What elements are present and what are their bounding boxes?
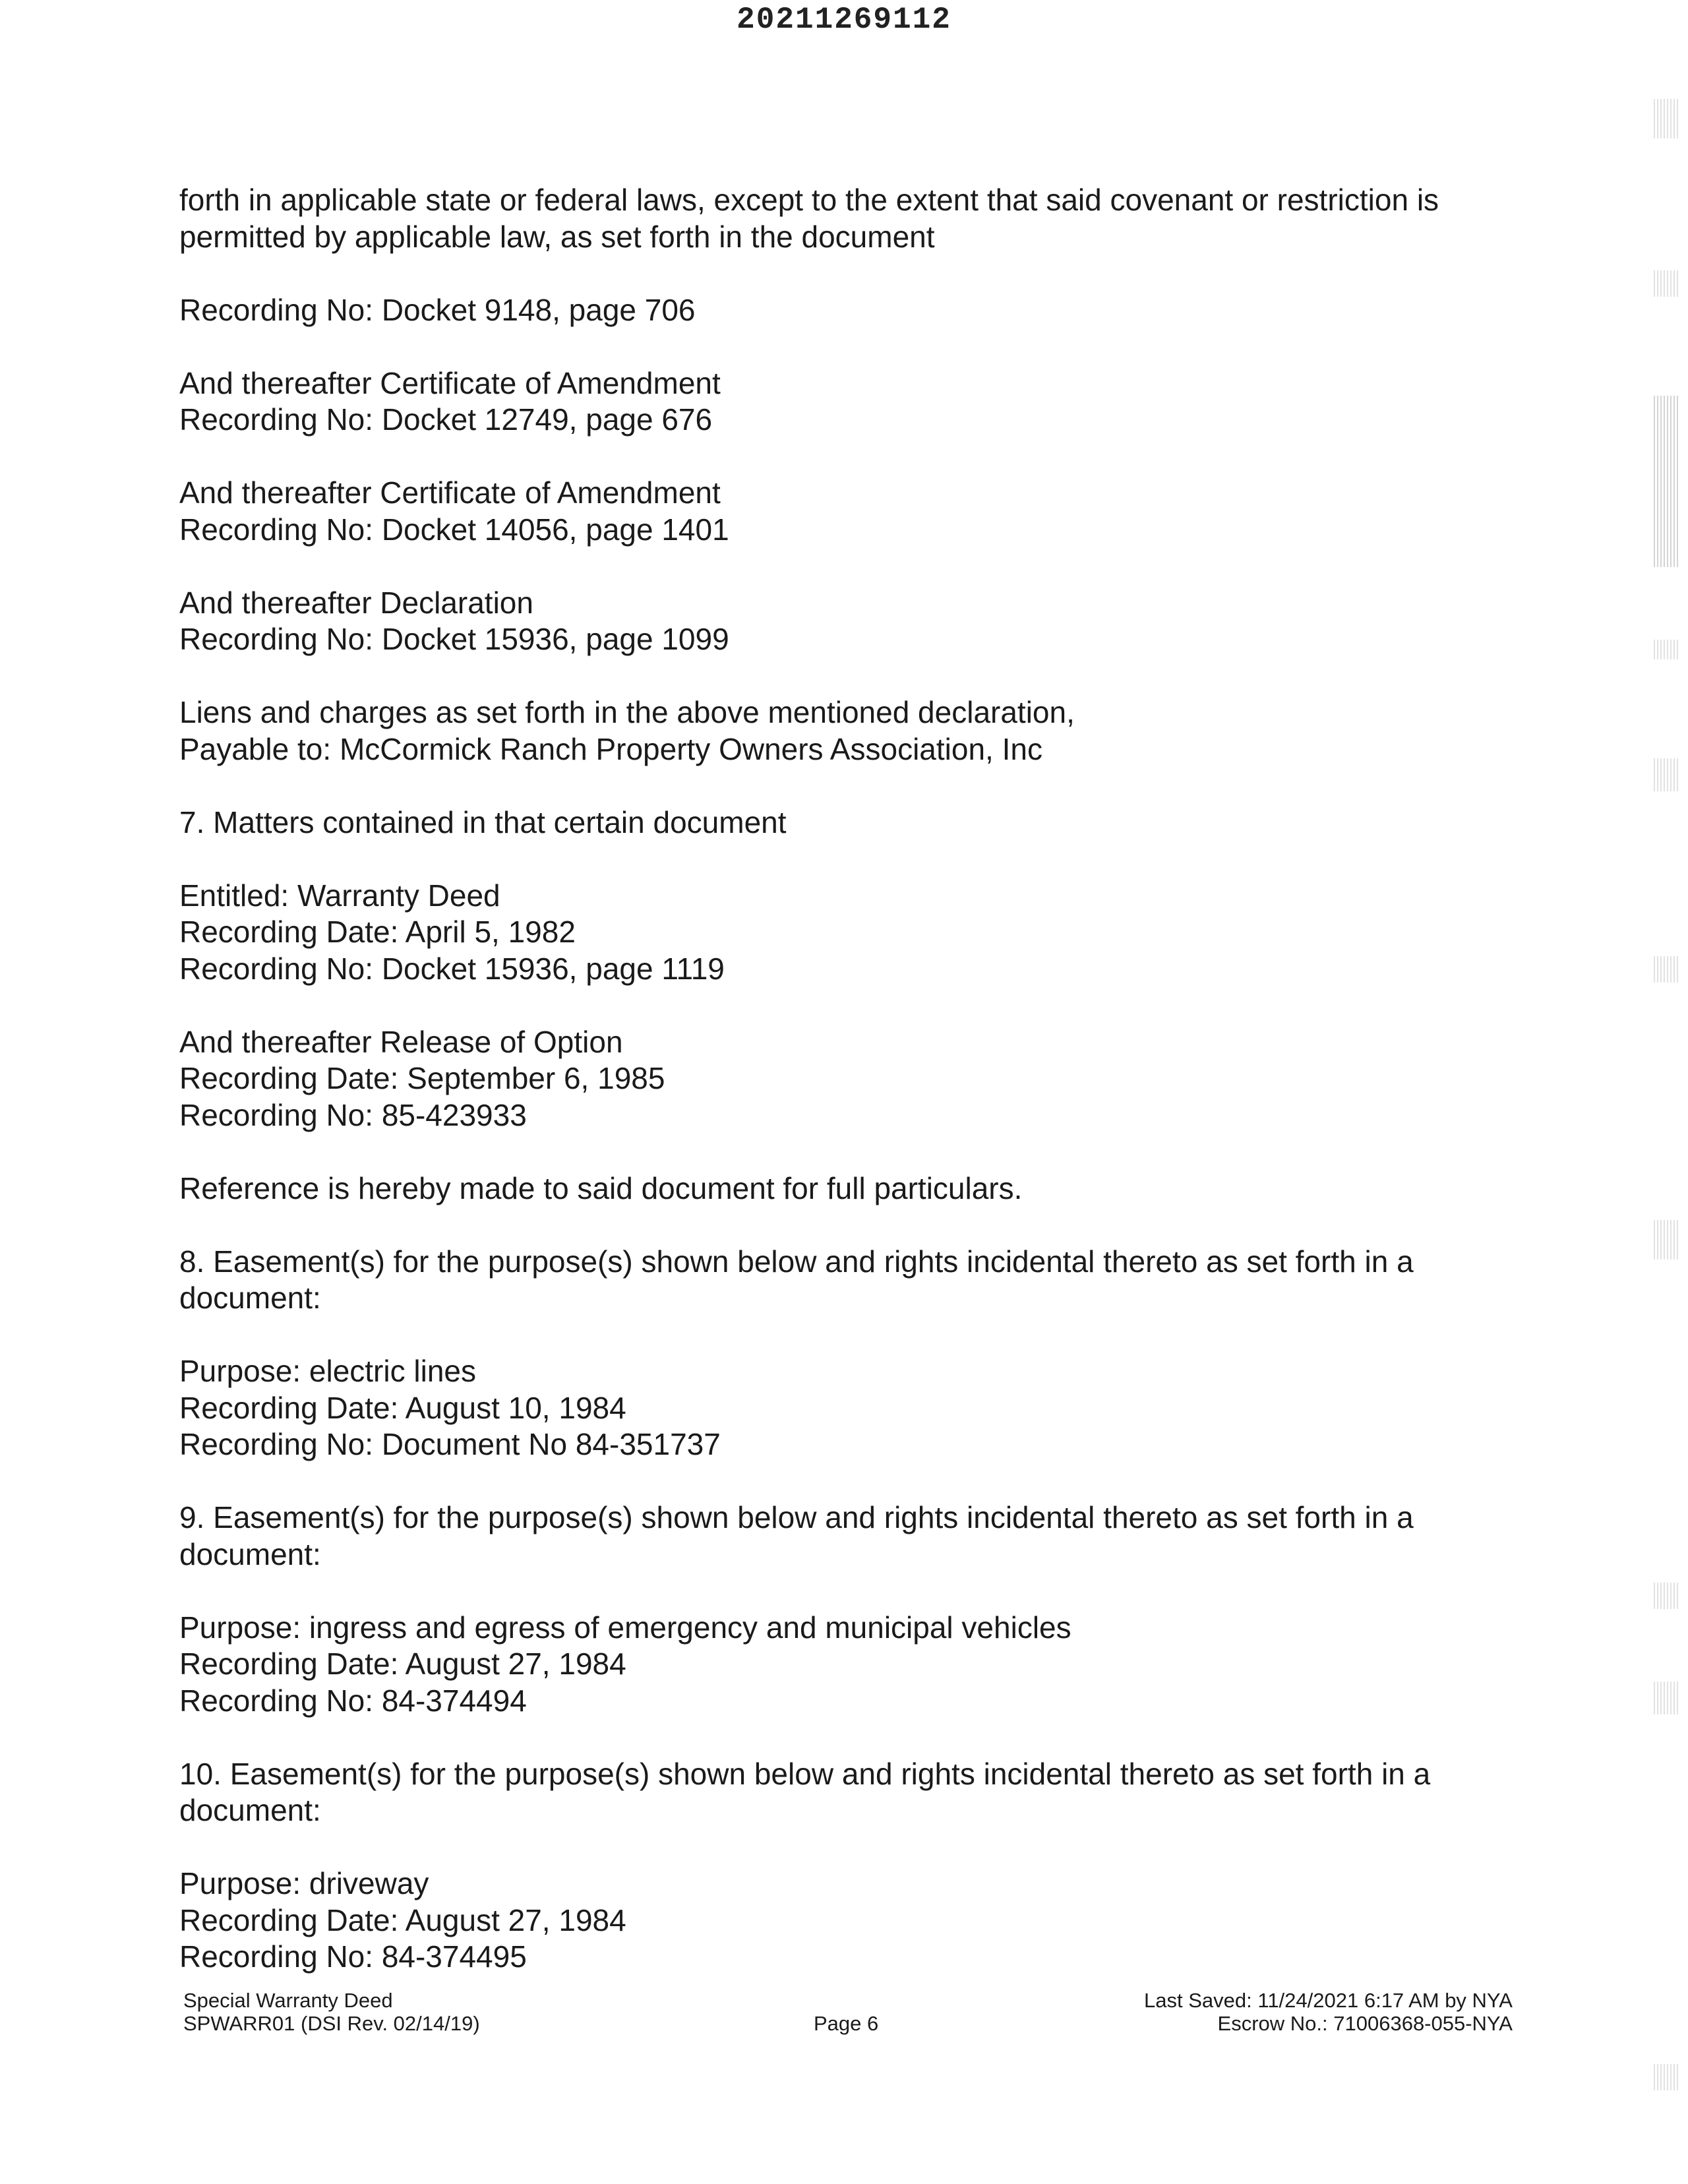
text-line: document:	[179, 1281, 321, 1315]
scan-mark	[1654, 270, 1680, 297]
paragraph-liens	[179, 694, 1531, 768]
text-line: And thereafter Release of Option	[179, 1024, 623, 1059]
text-line: Recording Date: August 27, 1984	[179, 1647, 626, 1681]
footer-form-title: Special Warranty Deed	[183, 1989, 393, 2012]
text-line: forth in applicable state or federal laws, except to the extent that said covenant or restriction is	[179, 183, 1439, 217]
paragraph-recording-9148	[179, 292, 1531, 329]
paragraph-release-option	[179, 1024, 1531, 1134]
text-line: Recording No: 85-423933	[179, 1097, 527, 1132]
scan-mark	[1654, 1220, 1680, 1259]
footer-form-code: SPWARR01 (DSI Rev. 02/14/19)	[183, 2012, 480, 2035]
paragraph-amendment-1	[179, 365, 1531, 439]
text-line: Recording No: Docket 15936, page 1119	[179, 951, 725, 986]
paragraph-restriction-text	[179, 182, 1531, 255]
text-line: Entitled: Warranty Deed	[179, 878, 500, 913]
text-line: permitted by applicable law, as set forth in the document	[179, 219, 935, 254]
text-line: Recording Date: August 27, 1984	[179, 1902, 626, 1937]
footer-save-info	[1144, 1989, 1513, 2035]
scan-mark	[1654, 99, 1680, 138]
paragraph-item-7	[179, 804, 1531, 841]
footer-page-number: Page 6	[814, 2012, 879, 2035]
footer-last-saved: Last Saved: 11/24/2021 6:17 AM by NYA	[1144, 1989, 1513, 2012]
footer-form-info	[183, 1989, 480, 2035]
paragraph-item-10	[179, 1756, 1531, 1829]
text-line: Recording Date: April 5, 1982	[179, 915, 576, 949]
page-footer	[183, 1989, 1513, 2042]
text-line: Purpose: electric lines	[179, 1354, 476, 1388]
scan-mark	[1654, 758, 1680, 791]
text-line: And thereafter Declaration	[179, 585, 533, 620]
scan-mark	[1654, 396, 1680, 567]
paragraph-item-8-details	[179, 1353, 1531, 1463]
text-line: Liens and charges as set forth in the above mentioned declaration,	[179, 695, 1075, 729]
scan-mark	[1654, 1682, 1680, 1714]
scan-mark	[1654, 640, 1680, 659]
text-line: Purpose: ingress and egress of emergency and municipal vehicles	[179, 1610, 1071, 1645]
text-line: Purpose: driveway	[179, 1866, 429, 1900]
text-line: And thereafter Certificate of Amendment	[179, 475, 721, 510]
paragraph-item-9	[179, 1500, 1531, 1573]
text-line: 9. Easement(s) for the purpose(s) shown below and rights incidental thereto as set forth in a	[179, 1500, 1414, 1534]
text-line: Recording No: Docket 12749, page 676	[179, 402, 713, 437]
text-line: document:	[179, 1793, 321, 1827]
paragraph-declaration	[179, 585, 1531, 658]
text-line: 10. Easement(s) for the purpose(s) shown below and rights incidental thereto as set forth in a	[179, 1756, 1431, 1791]
text-line: Recording Date: August 10, 1984	[179, 1390, 626, 1425]
text-line: Recording No: 84-374494	[179, 1683, 527, 1718]
paragraph-reference	[179, 1170, 1531, 1207]
text-line: And thereafter Certificate of Amendment	[179, 365, 721, 400]
text-line: Recording No: Docket 15936, page 1099	[179, 622, 729, 656]
text-line: Recording No: Docket 14056, page 1401	[179, 512, 729, 547]
paragraph-item-8	[179, 1244, 1531, 1317]
text-line: Recording Date: September 6, 1985	[179, 1061, 665, 1095]
scan-mark	[1654, 2064, 1680, 2090]
text-line: Recording No: Docket 9148, page 706	[179, 292, 696, 327]
scan-edge-artifacts	[1654, 99, 1680, 2143]
text-line: 7. Matters contained in that certain document	[179, 804, 787, 839]
text-line: Reference is hereby made to said document for full particulars.	[179, 1170, 1023, 1205]
text-line: Recording No: Document No 84-351737	[179, 1427, 721, 1461]
document-number: 20211269112	[737, 3, 951, 37]
paragraph-item-9-details	[179, 1610, 1531, 1720]
text-line: Payable to: McCormick Ranch Property Owners Association, Inc	[179, 731, 1042, 766]
text-line: document:	[179, 1536, 321, 1571]
scan-mark	[1654, 956, 1680, 983]
footer-escrow-number: Escrow No.: 71006368-055-NYA	[1217, 2012, 1513, 2035]
document-body	[179, 182, 1531, 2012]
scan-mark	[1654, 1583, 1680, 1609]
text-line: 8. Easement(s) for the purpose(s) shown below and rights incidental thereto as set forth in a	[179, 1244, 1414, 1279]
paragraph-amendment-2	[179, 475, 1531, 548]
paragraph-warranty-deed	[179, 878, 1531, 988]
text-line: Recording No: 84-374495	[179, 1939, 527, 1974]
paragraph-item-10-details	[179, 1866, 1531, 1976]
